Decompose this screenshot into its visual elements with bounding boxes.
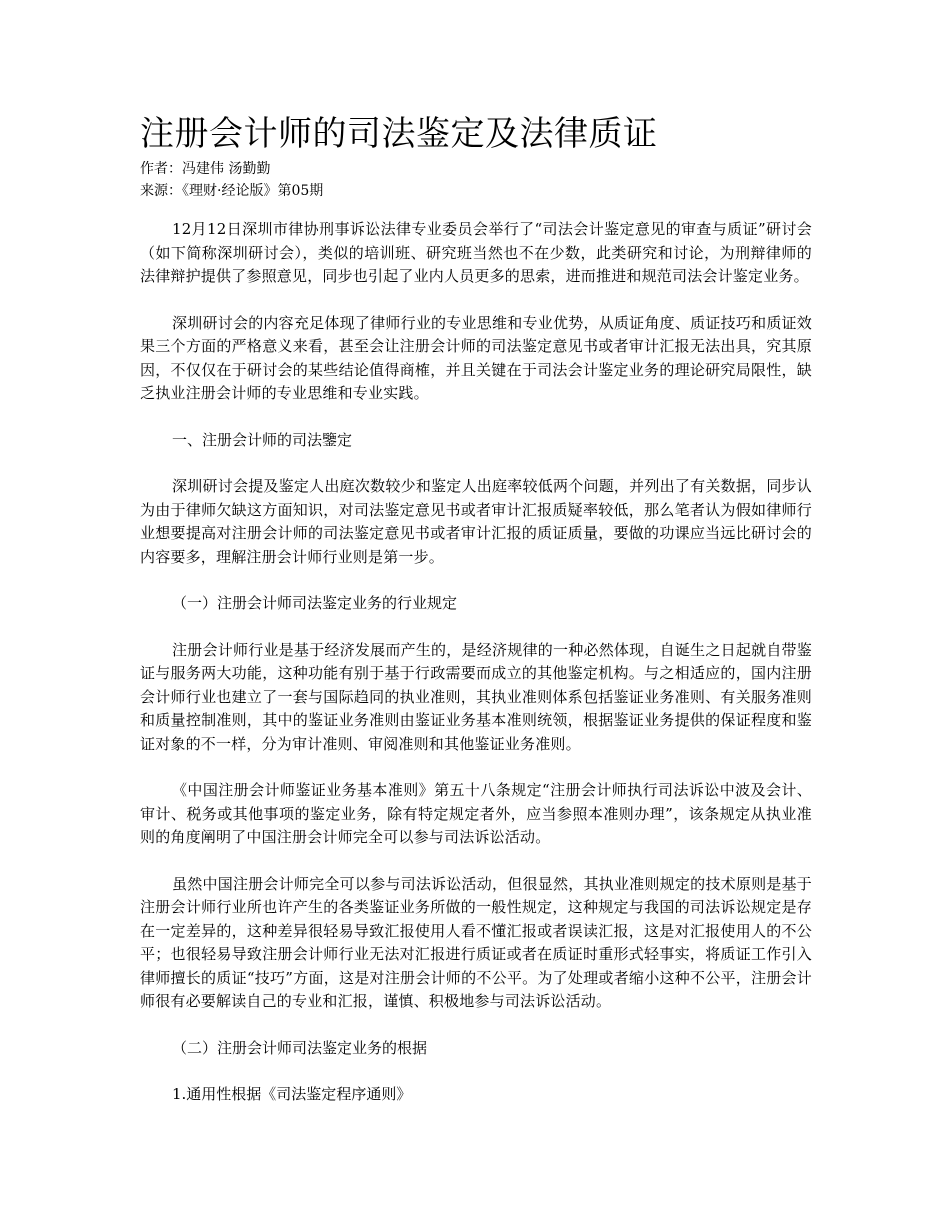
article-title: 注册会计师的司法鉴定及法律质证	[140, 114, 658, 154]
subsection-heading: （一）注册会计师司法鉴定业务的行业规定	[172, 594, 458, 612]
sub-subsection-heading: 1.通用性根据《司法鉴定程序通则》	[172, 1085, 412, 1103]
paragraph: 虽然中国注册会计师完全可以参与司法诉讼活动，但很显然，其执业准则规定的技术原则是基于注册会计师行业所也许产生的各类鉴证业务所做的一般性规定，这种规定与我国的司法诉讼规定是存在一定差异的，这种差异很轻易导致汇报使用人看不懂汇报或者误读汇报，这是对汇报使用人的不公平；也很轻易导致注册会计师行业无法对汇报进行质证或者在质证时重形式轻事实，将质证工作引入律师擅长的质证“技巧”方面，这是对注册会计师的不公平。为了处理或者缩小这种不公平，注册会计师很有必要解读自己的专业和汇报，谨慎、积极地参与司法诉讼活动。	[140, 874, 812, 1010]
paragraph: 注册会计师行业是基于经济发展而产生的，是经济规律的一种必然体现，自诞生之日起就自带鉴证与服务两大功能，这种功能有别于基于行政需要而成立的其他鉴定机构。与之相适应的，国内注册会计师行业也建立了一套与国际趋同的执业准则，其执业准则体系包括鉴证业务准则、有关服务准则和质量控制准则，其中的鉴证业务准则由鉴证业务基本准则统领，根据鉴证业务提供的保证程度和鉴证对象的不一样，分为审计准则、审阅准则和其他鉴证业务准则。	[140, 640, 812, 753]
document-page	[140, 112, 812, 1130]
article-author: 作者：冯建伟 汤勤勤	[140, 161, 271, 177]
paragraph: 深圳研讨会的内容充足体现了律师行业的专业思维和专业优势，从质证角度、质证技巧和质证效果三个方面的严格意义来看，甚至会让注册会计师的司法鉴定意见书或者审计汇报无法出具，究其原因，不仅仅在于研讨会的某些结论值得商榷，并且关键在于司法会计鉴定业务的理论研究局限性，缺乏执业注册会计师的专业思维和专业实践。	[140, 313, 812, 402]
paragraph: 12月12日深圳市律协刑事诉讼法律专业委员会举行了“司法会计鉴定意见的审查与质证”研讨会（如下简称深圳研讨会），类似的培训班、研究班当然也不在少数，此类研究和讨论，为刑辩律师的法律辩护提供了参照意见，同步也引起了业内人员更多的思索，进而推进和规范司法会计鉴定业务。	[140, 220, 812, 285]
subsection-heading: （二）注册会计师司法鉴定业务的根据	[172, 1038, 428, 1057]
paragraph: 《中国注册会计师鉴证业务基本准则》第五十八条规定“注册会计师执行司法诉讼中波及会计、审计、税务或其他事项的鉴定业务，除有特定规定者外，应当参照本准则办理”，该条规定从执业准则的角度阐明了中国注册会计师完全可以参与司法诉讼活动。	[140, 781, 812, 846]
paragraph: 深圳研讨会提及鉴定人出庭次数较少和鉴定人出庭率较低两个问题，并列出了有关数据，同步认为由于律师欠缺这方面知识，对司法鉴定意见书或者审计汇报质疑率较低，那么笔者认为假如律师行业想要提高对注册会计师的司法鉴定意见书或者审计汇报的质证质量，要做的功课应当远比研讨会的内容要多，理解注册会计师行业则是第一步。	[140, 477, 812, 566]
article-source: 来源：《理财·经论版》第05期	[140, 183, 324, 199]
section-heading: 一、注册会计师的司法鑒定	[172, 430, 353, 449]
